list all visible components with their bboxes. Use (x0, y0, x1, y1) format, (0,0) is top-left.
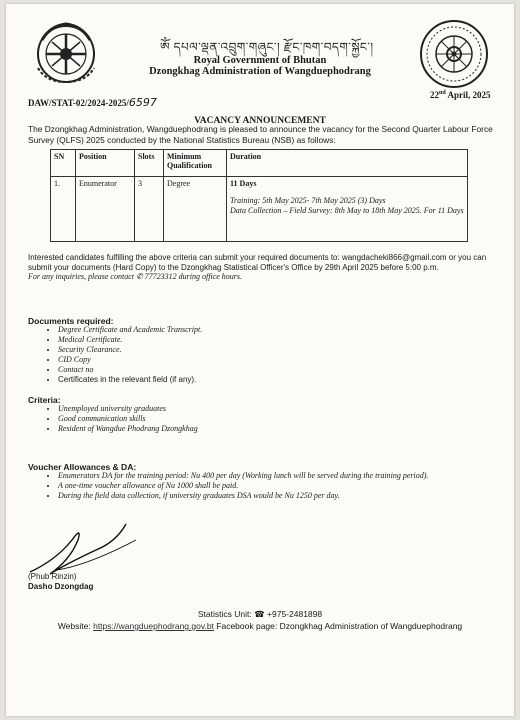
dzongkha-header: ༀ དཔལ་ལྡན་འབྲུག་གཞུང་། རྫོང་ཁག་བདག་སྐྱོང་། (160, 40, 374, 54)
document-date (430, 90, 490, 100)
footer-website-link[interactable]: https://wangduephodrang.gov.bt (93, 621, 214, 631)
cell-sn: 1. (51, 177, 76, 242)
date-rest: April, 2025 (445, 90, 491, 100)
date-suffix: nd (439, 90, 446, 96)
list-item: • Resident of Wangdue Phodrang Dzongkhag (58, 424, 198, 434)
date-day: 22 (430, 90, 439, 100)
documents-list (44, 325, 202, 385)
duration-collection: Data Collection – Field Survey: 8th May to 18th May 2025. For 11 Days (230, 206, 464, 215)
criteria-title: Criteria: (28, 395, 61, 405)
list-item: • Contact no (58, 365, 202, 375)
submission-text: Interested candidates fulfilling the above criteria can submit your required documents to: wangdacheki866@gmail.com or you can submit your documents (Hard Copy) to the Dzongkhag Statistical Officer's Office by 29th April 2025 before 5:00 p.m. (28, 253, 487, 272)
cell-slots: 3 (135, 177, 164, 242)
cell-position: Enumerator (76, 177, 135, 242)
list-item: • Security Clearance. (58, 345, 202, 355)
duration-head: 11 Days (230, 179, 257, 188)
header-government: Royal Government of Bhutan (193, 55, 327, 66)
voucher-title: Voucher Allowances & DA: (28, 462, 137, 472)
col-header-slots: Slots (135, 150, 164, 177)
list-item: • Unemployed university graduates (58, 404, 198, 414)
duration-training: Training: 5th May 2025- 7th May 2025 (3) Days (230, 196, 386, 205)
footer-facebook: Facebook page: Dzongkhag Administration of Wangduephodrang (213, 621, 463, 631)
col-header-sn: SN (51, 150, 76, 177)
submission-instructions (28, 253, 498, 282)
list-item: • CID Copy (58, 355, 202, 365)
inquiries-text: For any inquiries, please contact ✆ 77723312 during office hours. (28, 272, 243, 281)
cell-qualification: Degree (164, 177, 227, 242)
col-header-qualification: Minimum Qualification (164, 150, 227, 177)
reference-number (28, 96, 157, 109)
table-row (51, 177, 468, 242)
list-item: • During the field data collection, if university graduates DSA would be Nu 1250 per day. (58, 491, 498, 501)
col-header-position: Position (76, 150, 135, 177)
vacancy-table (50, 149, 468, 242)
signatory-title: Dasho Dzongdag (28, 582, 94, 591)
dzongkhag-seal-icon (418, 18, 490, 90)
reference-handwritten: 6597 (128, 96, 157, 109)
list-item: • Medical Certificate. (58, 335, 202, 345)
list-item: • Certificates in the relevant field (if any). (58, 375, 202, 385)
voucher-list (44, 471, 498, 501)
signatory-name: (Phub Rinzin) (28, 572, 77, 581)
table-header-row (51, 150, 468, 177)
intro-paragraph: The Dzongkhag Administration, Wangduephodrang is pleased to announce the vacancy for the Second Quarter Labour Force Survey (QLFS) 2025 conducted by the National Statistics Bureau (NSB) as follows: (28, 124, 493, 145)
cell-duration (227, 177, 468, 242)
list-item: • Good communication skills (58, 414, 198, 424)
page-title: VACANCY ANNOUNCEMENT (194, 116, 326, 126)
list-item: • A one-time voucher allowance of Nu 1000 shall be paid. (58, 481, 498, 491)
list-item: • Enumerators DA for the training period: Nu 400 per day (Working lunch will be served during the training period). (58, 471, 498, 481)
reference-number-text: DAW/STAT-02/2024-2025/ (28, 98, 129, 108)
header-administration: Dzongkhag Administration of Wangduephodrang (149, 66, 371, 77)
footer-website-label: Website: (57, 621, 94, 631)
footer-contacts (0, 621, 520, 631)
signature-icon (26, 520, 146, 580)
footer-statistics-unit: Statistics Unit: ☎ +975-2481898 (197, 609, 323, 619)
criteria-list (44, 404, 198, 434)
documents-title: Documents required: (28, 316, 114, 326)
list-item: • Degree Certificate and Academic Transcript. (58, 325, 202, 335)
col-header-duration: Duration (227, 150, 468, 177)
